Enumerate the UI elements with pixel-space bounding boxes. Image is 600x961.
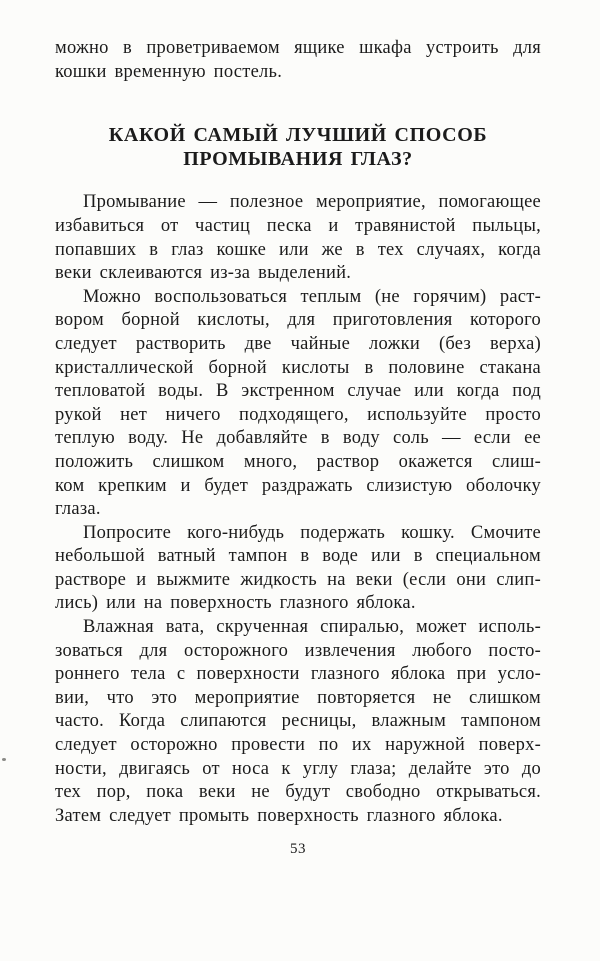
text-line: следует осторожно провести по их наружной поверх- <box>55 735 541 756</box>
text-line: роннего тела с поверхности глазного яблока при усло- <box>55 664 541 685</box>
text-line: можно в проветриваемом ящике шкафа устроить для <box>55 38 541 58</box>
paragraph <box>55 522 541 616</box>
section-heading <box>55 124 541 171</box>
text-line: избавиться от частиц песка и травянистой пыльцы, <box>55 215 541 236</box>
paragraph <box>55 616 541 828</box>
text-line: лись) или на поверхность глазного яблока. <box>55 593 416 614</box>
text-line: Попросите кого-нибудь подержать кошку. Смочите <box>83 522 541 543</box>
body-paragraphs <box>55 191 541 828</box>
text-line: следует растворить две чайные ложки (без верха) <box>55 333 541 354</box>
paragraph <box>55 191 541 285</box>
text-line: тепловатой воды. В экстренном случае или когда под <box>55 381 541 402</box>
text-line: часто. Когда слипаются ресницы, влажным тампоном <box>55 711 541 732</box>
text-column <box>55 37 541 858</box>
text-line: растворе и выжмите жидкость на веки (если они слип- <box>55 569 541 590</box>
text-line: попавших в глаз кошке или же в тех случаях, когда <box>55 239 541 260</box>
text-line: ПРОМЫВАНИЯ ГЛАЗ? <box>183 147 413 170</box>
text-line: положить слишком много, раствор окажется слиш- <box>55 451 541 472</box>
text-line: кошки временную постель. <box>55 61 283 82</box>
text-line: Промывание — полезное мероприятие, помогающее <box>83 192 541 213</box>
text-line: небольшой ватный тампон в воде или в специальном <box>55 546 541 567</box>
text-line: тех пор, пока веки не будут свободно открываться. <box>55 782 541 803</box>
text-line: Влажная вата, скрученная спиралью, может исполь- <box>83 617 541 638</box>
text-line: вии, что это мероприятие повторяется не слишком <box>55 687 541 708</box>
text-line: рукой нет ничего подходящего, используйте просто <box>55 404 541 425</box>
text-line: зоваться для осторожного извлечения любого посто- <box>55 640 541 661</box>
paragraph <box>55 286 541 522</box>
text-line: глаза. <box>55 499 101 520</box>
text-line: ком крепким и будет раздражать слизистую оболочку <box>55 475 541 496</box>
text-line: Затем следует промыть поверхность глазного яблока. <box>55 805 503 826</box>
text-line: теплую воду. Не добавляйте в воду соль — если ее <box>55 428 541 449</box>
page-number: 53 <box>290 841 306 858</box>
text-line: веки склеиваются из-за выделений. <box>55 263 352 284</box>
text-line: КАКОЙ САМЫЙ ЛУЧШИЙ СПОСОБ <box>108 124 488 147</box>
text-line: кристаллической борной кислоты в половине стакана <box>55 357 541 378</box>
scan-artifact-speck <box>2 758 6 761</box>
text-line: ности, двигаясь от носа к углу глаза; делайте это до <box>55 758 541 779</box>
text-line: вором борной кислоты, для приготовления которого <box>55 310 541 331</box>
text-line: Можно воспользоваться теплым (не горячим) раст- <box>83 286 541 307</box>
paragraph-continuation <box>55 37 541 84</box>
